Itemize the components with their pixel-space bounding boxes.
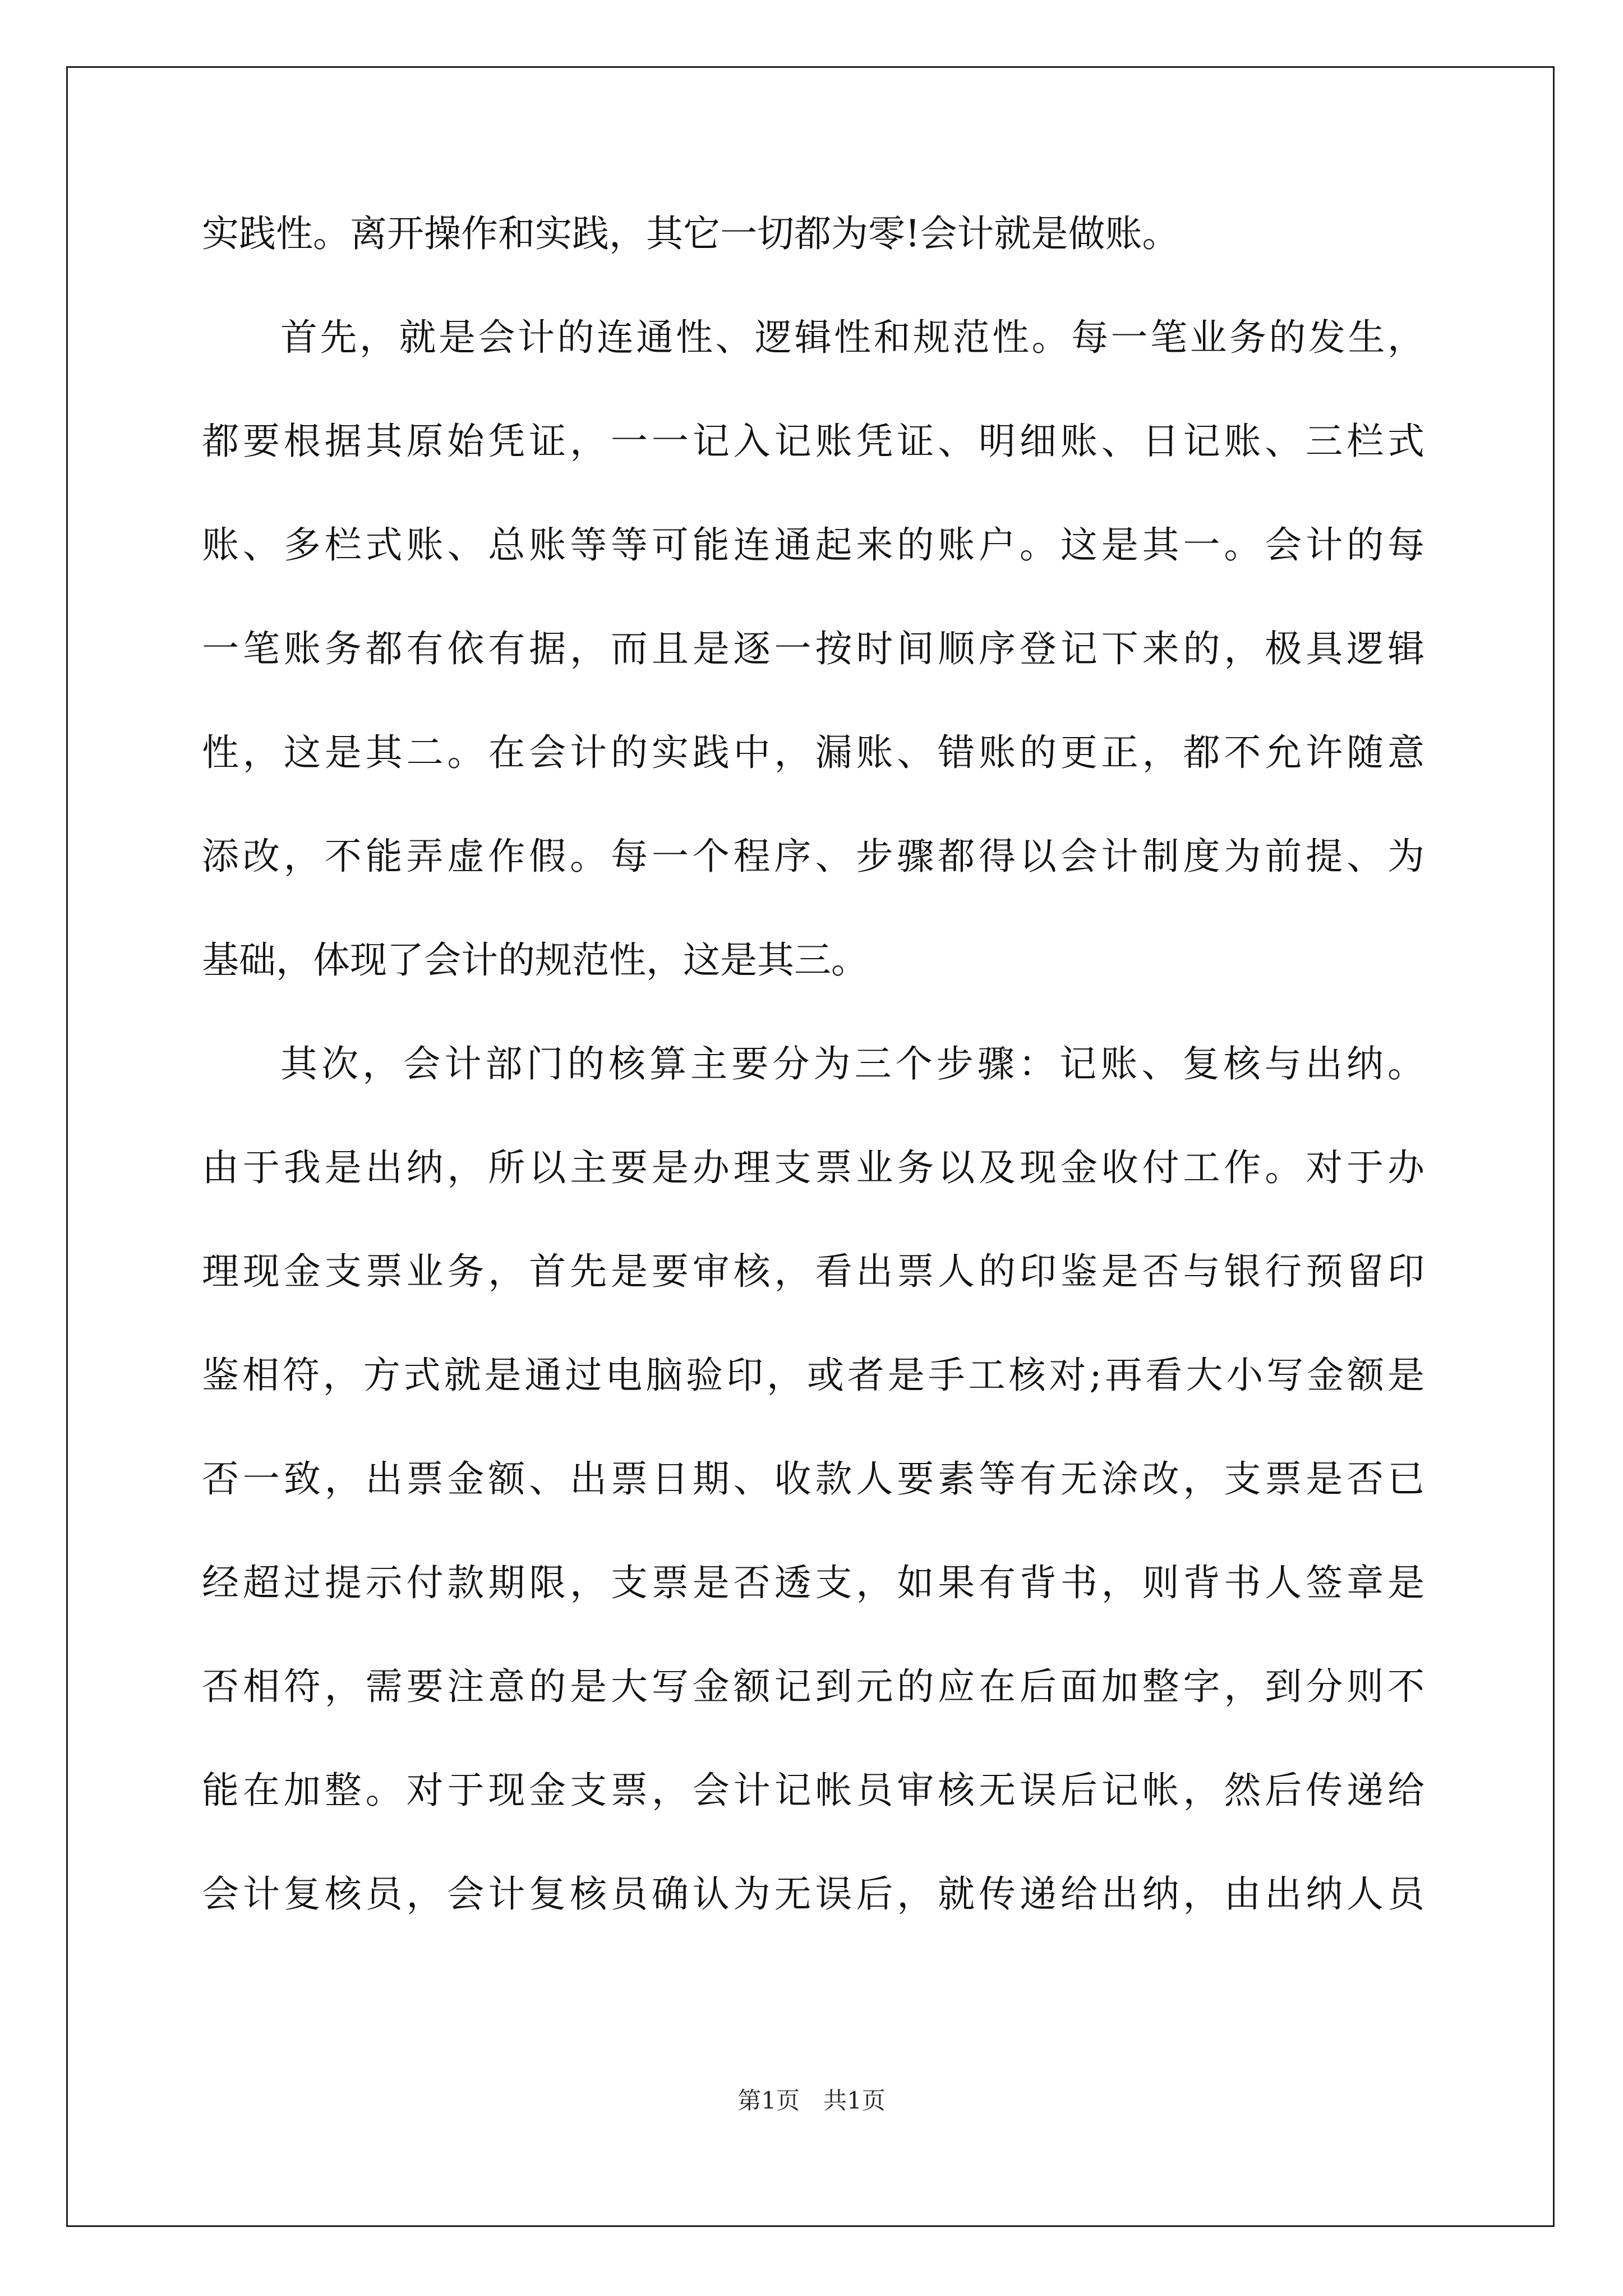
page-number-footer: 第1页 共1页 xyxy=(737,2087,886,2114)
paragraph-first-line: 其次，会计部门的核算主要分为三个步骤：记账、复核与出纳。 xyxy=(280,1042,1424,1085)
text-line: 由于我是出纳，所以主要是办理支票业务以及现金收付工作。对于办 xyxy=(202,1146,1424,1189)
text-line: 基础，体现了会计的规范性，这是其三。 xyxy=(202,938,868,982)
text-line: 都要根据其原始凭证，一一记入记账凭证、明细账、日记账、三栏式 xyxy=(202,420,1424,463)
text-line: 否一致，出票金额、出票日期、收款人要素等有无涂改，支票是否已 xyxy=(202,1457,1424,1501)
text-line: 一笔账务都有依有据，而且是逐一按时间顺序登记下来的，极具逻辑 xyxy=(202,627,1424,670)
text-line: 经超过提示付款期限，支票是否透支，如果有背书，则背书人签章是 xyxy=(202,1561,1424,1604)
text-line: 鉴相符，方式就是通过电脑验印，或者是手工核对;再看大小写金额是 xyxy=(202,1354,1424,1397)
text-line: 会计复核员，会计复核员确认为无误后，就传递给出纳，由出纳人员 xyxy=(202,1872,1424,1916)
text-line: 性，这是其二。在会计的实践中，漏账、错账的更正，都不允许随意 xyxy=(202,731,1424,774)
text-line: 添改，不能弄虚作假。每一个程序、步骤都得以会计制度为前提、为 xyxy=(202,835,1424,878)
text-line: 否相符，需要注意的是大写金额记到元的应在后面加整字，到分则不 xyxy=(202,1665,1424,1708)
text-line: 能在加整。对于现金支票，会计记帐员审核无误后记帐，然后传递给 xyxy=(202,1769,1424,1812)
text-line: 账、多栏式账、总账等等可能连通起来的账户。这是其一。会计的每 xyxy=(202,523,1424,567)
text-line: 理现金支票业务，首先是要审核，看出票人的印鉴是否与银行预留印 xyxy=(202,1250,1424,1293)
paragraph-first-line: 首先，就是会计的连通性、逻辑性和规范性。每一笔业务的发生， xyxy=(280,316,1424,359)
text-line: 实践性。离开操作和实践，其它一切都为零!会计就是做账。 xyxy=(202,212,1179,255)
